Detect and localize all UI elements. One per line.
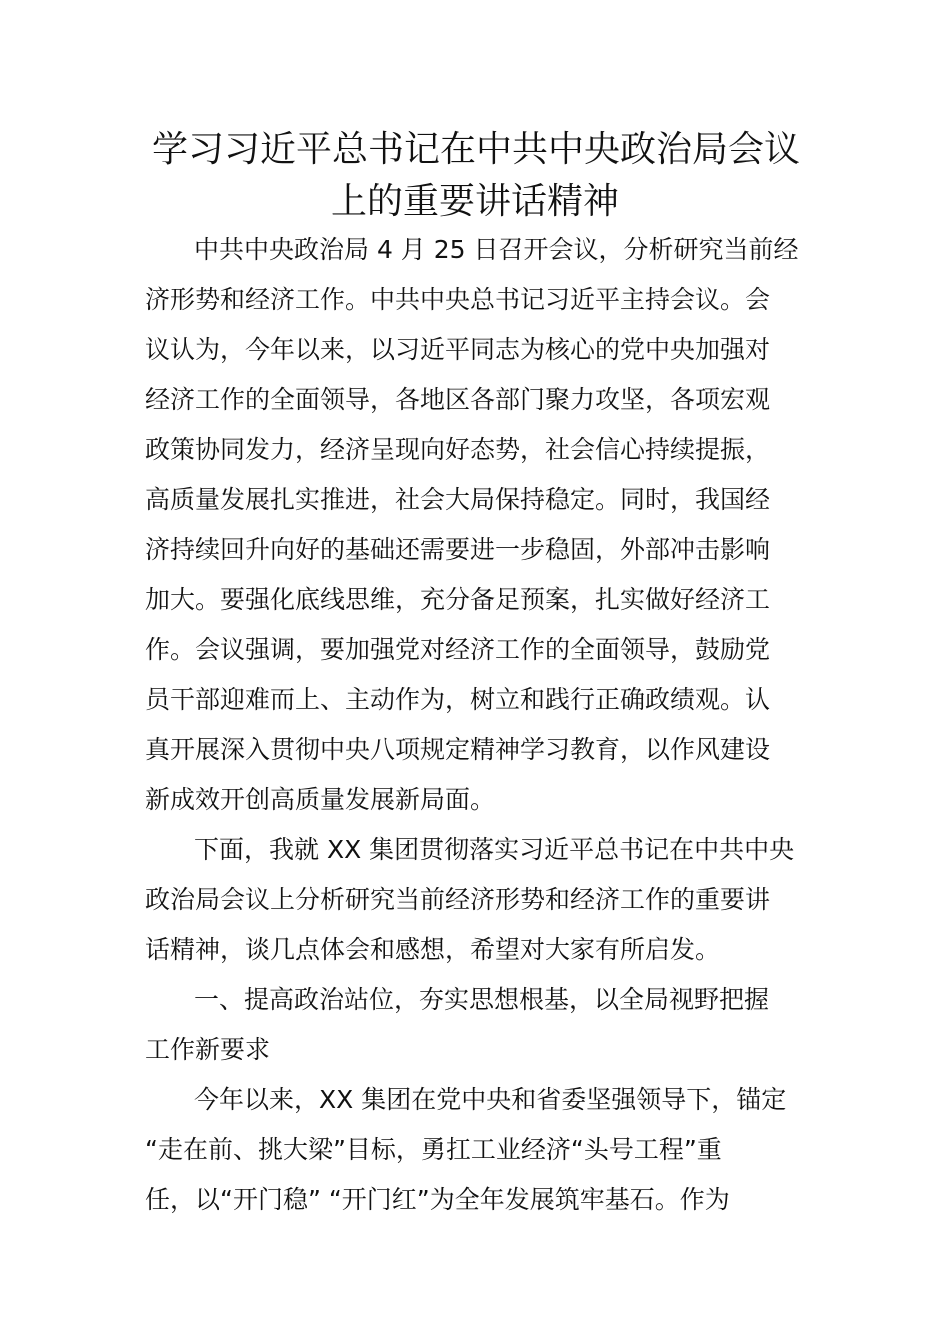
document-title-line-2: 上的重要讲话精神 bbox=[330, 181, 619, 222]
paragraph-1-line: 作。会议强调，要加强党对经济工作的全面领导，鼓励党 bbox=[145, 635, 771, 664]
paragraph-2-line: 下面，我就 XX 集团贯彻落实习近平总书记在中共中央 bbox=[194, 835, 795, 864]
section-heading-line: 工作新要求 bbox=[145, 1035, 271, 1064]
paragraph-1-line: 新成效开创高质量发展新局面。 bbox=[145, 785, 496, 814]
paragraph-1-line: 政策协同发力，经济呈现向好态势，社会信心持续提振， bbox=[145, 435, 771, 464]
paragraph-2-line: 政治局会议上分析研究当前经济形势和经济工作的重要讲 bbox=[145, 885, 771, 914]
paragraph-1-line: 真开展深入贯彻中央八项规定精神学习教育，以作风建设 bbox=[145, 735, 771, 764]
document-title-line-1: 学习习近平总书记在中共中央政治局会议 bbox=[151, 129, 800, 170]
paragraph-1-line: 高质量发展扎实推进，社会大局保持稳定。同时，我国经 bbox=[145, 485, 771, 514]
paragraph-1-line: 济持续回升向好的基础还需要进一步稳固，外部冲击影响 bbox=[145, 535, 771, 564]
paragraph-3-line: “走在前、挑大梁”目标，勇扛工业经济“头号工程”重 bbox=[145, 1135, 722, 1164]
section-heading-line: 一、提高政治站位，夯实思想根基，以全局视野把握 bbox=[194, 985, 770, 1014]
paragraph-1-line: 中共中央政治局 4 月 25 日召开会议，分析研究当前经 bbox=[194, 235, 799, 264]
paragraph-1-line: 议认为，今年以来，以习近平同志为核心的党中央加强对 bbox=[145, 335, 771, 364]
paragraph-1-line: 员干部迎难而上、主动作为，树立和践行正确政绩观。认 bbox=[145, 685, 771, 714]
paragraph-3-line: 任，以“开门稳” “开门红”为全年发展筑牢基石。作为 bbox=[145, 1185, 730, 1214]
paragraph-2-line: 话精神，谈几点体会和感想，希望对大家有所启发。 bbox=[145, 935, 721, 964]
paragraph-1-line: 经济工作的全面领导，各地区各部门聚力攻坚，各项宏观 bbox=[145, 385, 771, 414]
paragraph-1-line: 加大。要强化底线思维，充分备足预案，扎实做好经济工 bbox=[145, 585, 771, 614]
paragraph-1-line: 济形势和经济工作。中共中央总书记习近平主持会议。会 bbox=[145, 285, 771, 314]
paragraph-3-line: 今年以来，XX 集团在党中央和省委坚强领导下，锚定 bbox=[194, 1085, 787, 1114]
